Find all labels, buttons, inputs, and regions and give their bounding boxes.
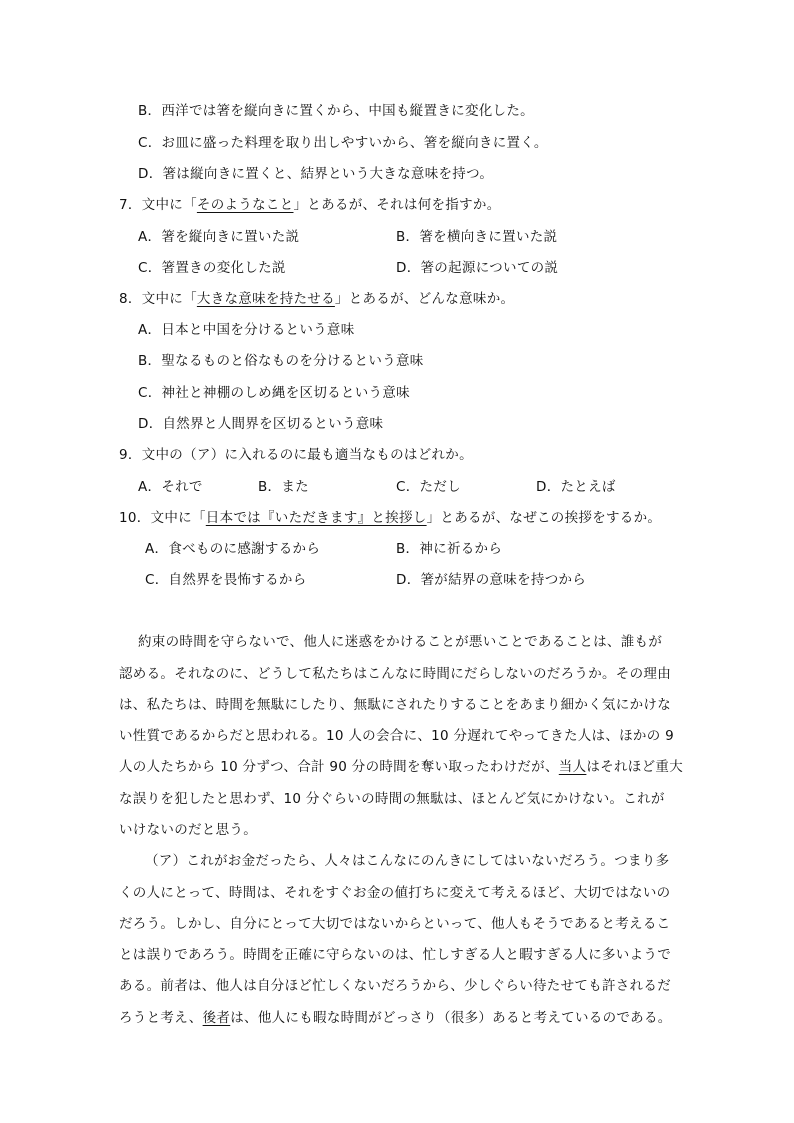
passage-p1-line-1: 約束の時間を守らないで、他人に迷惑をかけることが悪いことであることは、誰もが: [138, 634, 663, 650]
q7-question: [119, 195, 501, 215]
passage-p1-line-5: [119, 757, 683, 777]
passage-p1-line-2: 認める。それなのに、どうして私たちはこんなに時間にだらしないのだろうか。その理由: [119, 666, 671, 682]
q7-quoted-phrase: そのようなこと: [196, 197, 294, 213]
passage-p1-line-5-part-b: はそれほど重大: [586, 759, 683, 775]
q9-option-b: B．また: [258, 479, 309, 495]
q7-option-c: C．箸置きの変化した説: [138, 260, 286, 276]
q8-quoted-phrase: 大きな意味を持たせる: [196, 291, 335, 307]
q9-question: 9．文中の（ア）に入れるのに最も適当なものはどれか。: [119, 447, 473, 463]
q7-option-d: D．箸の起源についての説: [396, 260, 559, 276]
passage-p2-line-6: [119, 1008, 672, 1028]
q10-quoted-phrase: 日本では『いただきます』と挨拶し: [205, 510, 427, 526]
passage-p1-line-5-part-a: 人の人たちから 10 分ずつ、合計 90 分の時間を奪い取ったわけだが、: [119, 759, 559, 775]
q7-option-b: B．箸を横向きに置いた説: [396, 229, 558, 245]
passage-p2-line-5: ある。前者は、他人は自分ほど忙しくないだろうから、少しぐらい待たせても許されるだ: [119, 978, 671, 994]
q10-question: [119, 508, 661, 528]
q10-option-c: C．自然界を畏怖するから: [145, 572, 307, 588]
q8-suffix: 」とあるが、どんな意味か。: [334, 291, 515, 307]
q7-suffix: 」とあるが、それは何を指すか。: [293, 197, 501, 213]
passage-p2-line-4: とは誤りであろう。時間を正確に守らないのは、忙しすぎる人と暇すぎる人に多いようで: [119, 947, 671, 963]
passage-p2-line-2: くの人にとって、時間は、それをすぐお金の値打ちに変えて考えるほど、大切ではないの: [119, 885, 671, 901]
q9-option-c: C．ただし: [396, 479, 461, 495]
q8-option-b: B．聖なるものと俗なものを分けるという意味: [138, 353, 424, 369]
q10-prefix: 10．文中に「: [119, 510, 206, 526]
passage-p1-line-6: な誤りを犯したと思わず、10 分ぐらいの時間の無駄は、ほとんど気にかけない。これが: [119, 791, 665, 807]
q10-option-b: B．神に祈るから: [396, 541, 503, 557]
passage-p2-line-1: （ア）これがお金だったら、人々はこんなにのんきにしてはいないだろう。つまり多: [145, 853, 670, 869]
passage-p2-line-3: だろう。しかし、自分にとって大切ではないからといって、他人もそうであると考えるこ: [119, 916, 671, 932]
q8-option-d: D．自然界と人間界を区切るという意味: [138, 416, 384, 432]
passage-underlined-kousha: 後者: [202, 1010, 231, 1026]
passage-p2-line-6-part-a: ろうと考え、: [119, 1010, 203, 1026]
q8-prefix: 8．文中に「: [119, 291, 197, 307]
q6-option-d: D．箸は縦向きに置くと、結界という大きな意味を持つ。: [138, 166, 494, 182]
passage-underlined-toujin: 当人: [558, 759, 587, 775]
q10-option-d: D．箸が結界の意味を持つから: [396, 572, 587, 588]
q9-option-d: D．たとえば: [536, 479, 616, 495]
passage-p1-line-4: い性質であるからだと思われる。10 人の会合に、10 分遅れてやってきた人は、ほかの 9: [119, 728, 675, 744]
passage-p1-line-3: は、私たちは、時間を無駄にしたり、無駄にされたりすることをあまり細かく気にかけな: [119, 697, 671, 713]
q6-option-c: C．お皿に盛った料理を取り出しやすいから、箸を縦向きに置く。: [138, 135, 548, 151]
passage-p2-line-6-part-b: は、他人にも暇な時間がどっさり（很多）あると考えているのである。: [230, 1010, 672, 1026]
q10-option-a: A．食べものに感謝するから: [145, 541, 321, 557]
q8-question: [119, 289, 514, 309]
q7-prefix: 7．文中に「: [119, 197, 197, 213]
q8-option-c: C．神社と神棚のしめ縄を区切るという意味: [138, 385, 410, 401]
passage-p1-line-7: いけないのだと思う。: [119, 822, 257, 838]
q8-option-a: A．日本と中国を分けるという意味: [138, 322, 355, 338]
q10-suffix: 」とあるが、なぜこの挨拶をするか。: [426, 510, 662, 526]
q9-option-a: A．それで: [138, 479, 203, 495]
q7-option-a: A．箸を縦向きに置いた説: [138, 229, 300, 245]
q6-option-b: B．西洋では箸を縦向きに置くから、中国も縦置きに変化した。: [138, 103, 534, 119]
